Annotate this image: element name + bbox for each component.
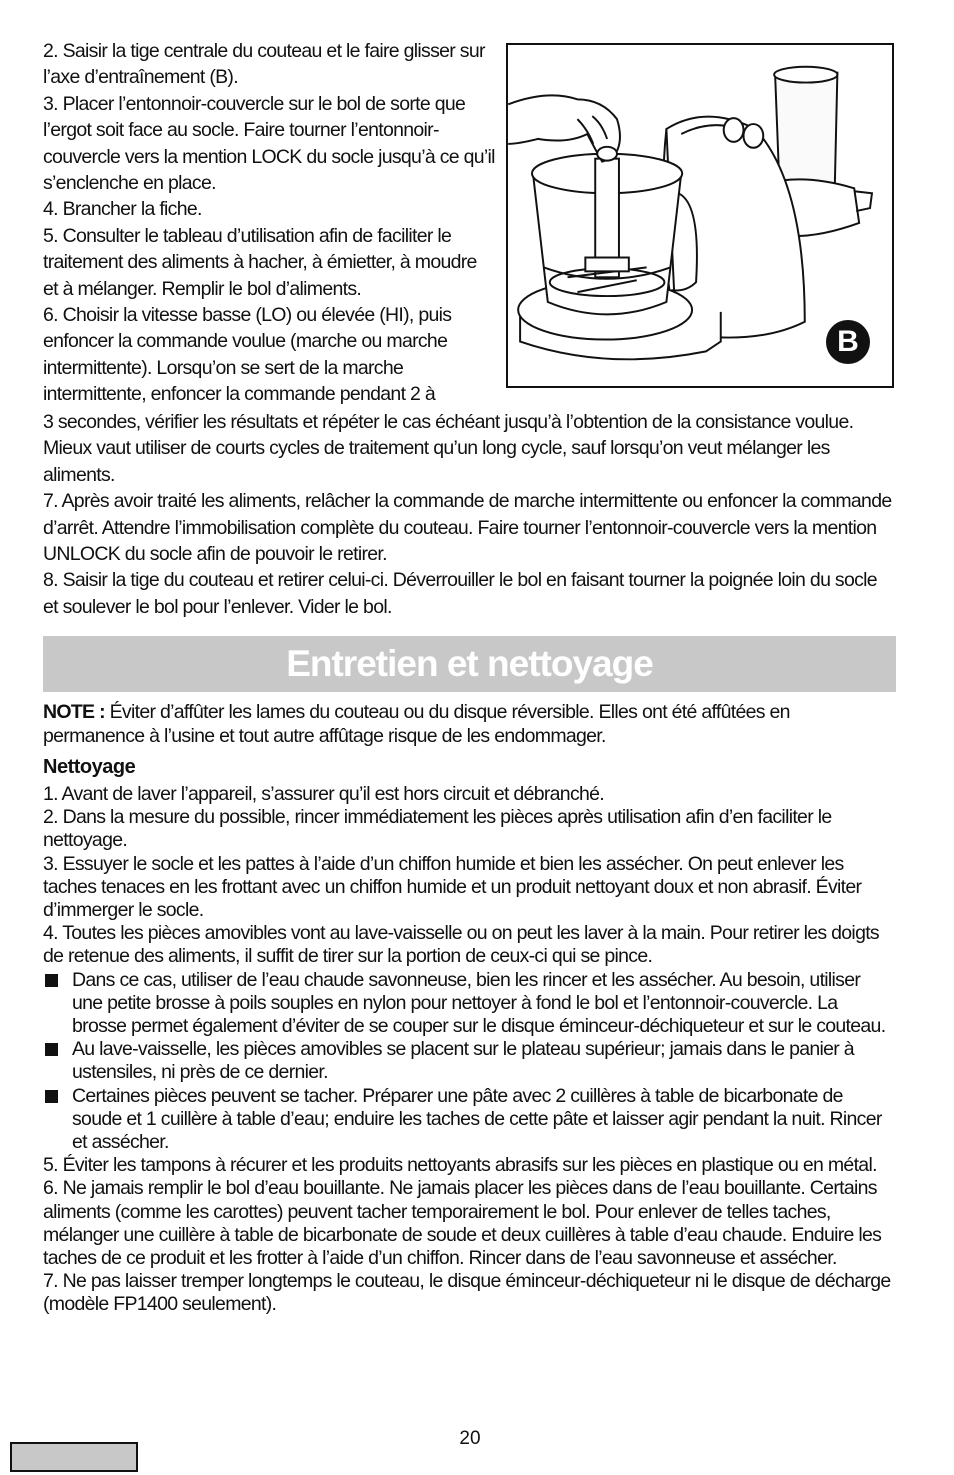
cleaning-item-2: 2. Dans la mesure du possible, rincer immédiatement les pièces après utilisation afin d’en faciliter le nettoyage. bbox=[43, 806, 832, 852]
cleaning-list bbox=[43, 783, 895, 1317]
cleaning-item-1: 1. Avant de laver l’appareil, s’assurer qu’il est hors circuit et débranché. bbox=[43, 783, 605, 805]
cleaning-item-7: 7. Ne pas laisser tremper longtemps le couteau, le disque éminceur-déchiqueteur ni le disque de décharge (modèle FP1400 seulement). bbox=[43, 1270, 891, 1316]
bullet-square-icon bbox=[43, 969, 72, 1039]
bullet-square-icon bbox=[43, 1038, 72, 1084]
instruction-4: 4. Brancher la fiche. bbox=[43, 198, 202, 221]
note-text: Éviter d’affûter les lames du couteau ou du disque réversible. Elles ont été affûtées en permanence à l’usine et tout autre affûtage risque de les endommager. bbox=[43, 701, 790, 747]
instructions-top bbox=[43, 38, 495, 408]
cleaning-bullet-text-3: Certaines pièces peuvent se tacher. Préparer une pâte avec 2 cuillères à table de bicarbonate de soude et 1 cuillère à table d’eau; enduire les taches de cette pâte et laisser agir pendant la nuit. Rincer et assécher. bbox=[72, 1084, 882, 1154]
instruction-7: 7. Après avoir traité les aliments, relâcher la commande de marche intermittente ou enfoncer la commande d’arrêt. Attendre l’immobilisation complète du couteau. Faire tourner l’entonnoir-couvercle vers la mention UNLOCK du socle afin de pouvoir le retirer. bbox=[43, 490, 892, 566]
instruction-6-continued: 3 secondes, vérifier les résultats et répéter le cas échéant jusqu’à l’obtention de la consistance voulue. Mieux vaut utiliser de courts cycles de traitement qu’un long cycle, sauf lorsqu’on veut mélanger les aliments. bbox=[43, 411, 854, 486]
page-tab-marker bbox=[10, 1442, 138, 1472]
section-title: Entretien et nettoyage bbox=[286, 643, 653, 684]
cleaning-heading: Nettoyage bbox=[43, 756, 136, 778]
cleaning-bullet-3 bbox=[43, 1085, 895, 1155]
cleaning-item-3: 3. Essuyer le socle et les pattes à l’aide d’un chiffon humide et bien les assécher. On peut enlever les taches tenaces en les frottant avec un chiffon humide et un produit nettoyant doux et non abrasif. Éviter d’immerger le socle. bbox=[43, 852, 862, 922]
cleaning-bullet-text-2: Au lave-vaisselle, les pièces amovibles se placent sur le plateau supérieur; jamais dans le panier à ustensiles, ni près de ce dernier. bbox=[72, 1038, 854, 1084]
note-paragraph bbox=[43, 700, 895, 748]
cleaning-item-4: 4. Toutes les pièces amovibles vont au lave-vaisselle ou on peut les laver à la main. Pour retirer les doigts de retenue des aliments, il suffit de tirer sur la portion de ceux-ci qui se pince. bbox=[43, 922, 879, 968]
instruction-6: 6. Choisir la vitesse basse (LO) ou élevée (HI), puis enfoncer la commande voulue (marche ou marche intermittente). Lorsqu’on se sert de la marche intermittente, enfoncer la commande pendant 2 à bbox=[43, 304, 452, 406]
instruction-3: 3. Placer l’entonnoir-couvercle sur le bol de sorte que l’ergot soit face au socle. Faire tourner l’entonnoir-couvercle vers la mention LOCK du socle jusqu’à ce qu’il s’enclenche en place. bbox=[43, 92, 495, 195]
instruction-5: 5. Consulter le tableau d’utilisation afin de faciliter le traitement des aliments à hacher, à émietter, à moudre et à mélanger. Remplir le bol d’aliments. bbox=[43, 224, 477, 300]
food-processor-illustration bbox=[506, 43, 894, 388]
note-label: NOTE : bbox=[43, 701, 105, 723]
page-number: 20 bbox=[459, 1428, 481, 1449]
bullet-square-icon bbox=[43, 1085, 72, 1155]
section-title-bar bbox=[43, 636, 896, 692]
cleaning-bullet-2 bbox=[43, 1038, 895, 1084]
instruction-2: 2. Saisir la tige centrale du couteau et le faire glisser sur l’axe d’entraînement (B). bbox=[43, 40, 485, 89]
cleaning-item-6: 6. Ne jamais remplir le bol d’eau bouillante. Ne jamais placer les pièces dans de l’eau bouillante. Certains aliments (comme les carottes) peuvent tacher temporairement le bol. Pour enlever de telles taches, mélanger une cuillère à table de bicarbonate de soude et deux cuillères à table d’eau chaude. Enduire les taches de ce produit et les frotter à l’aide d’un chiffon. Rincer dans de l’eau savonneuse et assécher. bbox=[43, 1177, 882, 1270]
cleaning-bullet-1 bbox=[43, 969, 895, 1039]
figure-label-b: B bbox=[826, 320, 870, 364]
instructions-continued bbox=[43, 409, 895, 620]
instruction-8: 8. Saisir la tige du couteau et retirer celui-ci. Déverrouiller le bol en faisant tourner la poignée loin du socle et soulever le bol pour l’enlever. Vider le bol. bbox=[43, 569, 877, 618]
cleaning-item-5: 5. Éviter les tampons à récurer et les produits nettoyants abrasifs sur les pièces en plastique ou en métal. bbox=[43, 1154, 877, 1177]
cleaning-bullet-text-1: Dans ce cas, utiliser de l’eau chaude savonneuse, bien les rincer et les assécher. Au besoin, utiliser une petite brosse à poils souples en nylon pour nettoyer à fond le bol et l’entonnoir-couvercle. La brosse permet également d’éviter de se couper sur le disque éminceur-déchiqueteur et sur le couteau. bbox=[72, 968, 886, 1038]
